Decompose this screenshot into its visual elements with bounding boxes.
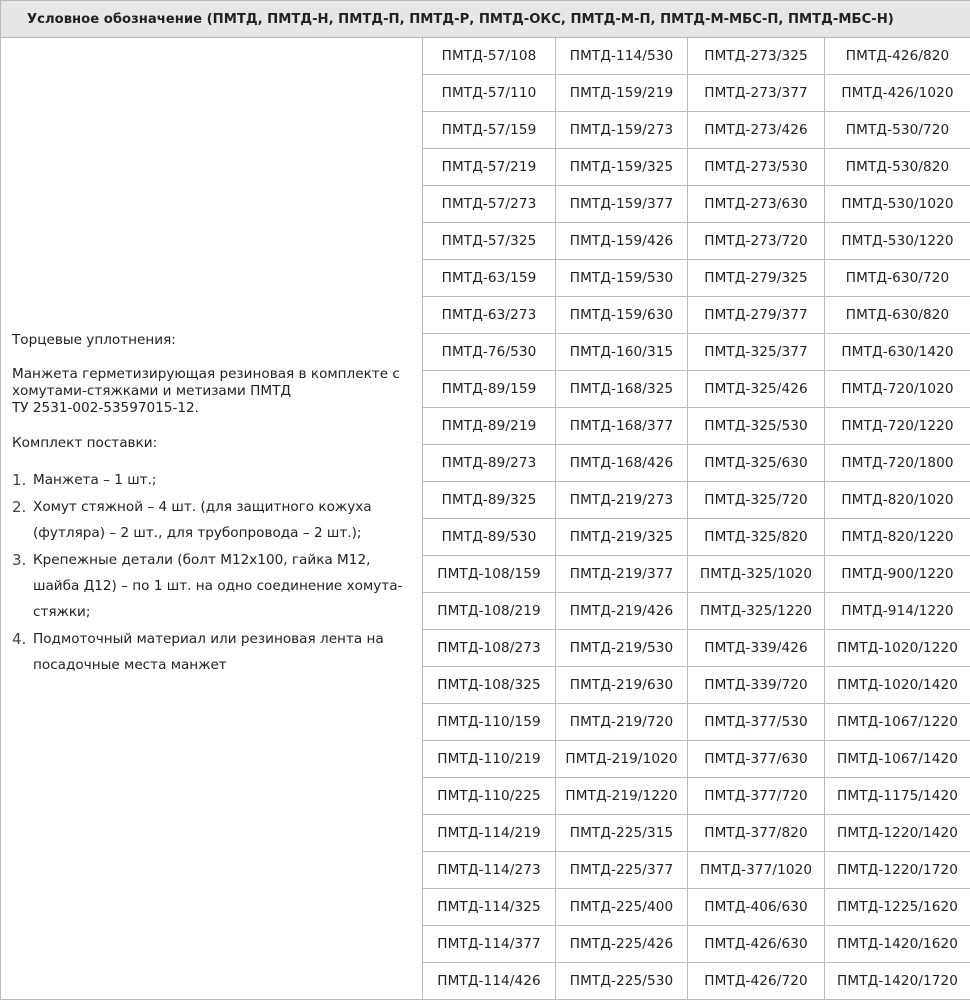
designation-cell: ПМТД-110/225 — [423, 778, 556, 815]
designation-cell: ПМТД-108/325 — [423, 667, 556, 704]
kit-item-number: 2. — [12, 498, 27, 516]
designation-cell: ПМТД-159/273 — [556, 112, 688, 149]
kit-item-text: Манжета – 1 шт.; — [33, 472, 157, 488]
designation-cell: ПМТД-57/273 — [423, 186, 556, 223]
kit-item — [12, 547, 412, 625]
designation-cell: ПМТД-219/1220 — [556, 778, 688, 815]
designation-cell: ПМТД-377/720 — [688, 778, 825, 815]
designation-cell: ПМТД-530/720 — [825, 112, 970, 149]
kit-title: Комплект поставки: — [12, 435, 158, 451]
designation-cell: ПМТД-219/377 — [556, 556, 688, 593]
designation-cell: ПМТД-273/377 — [688, 75, 825, 112]
designation-cell: ПМТД-325/426 — [688, 371, 825, 408]
designation-cell: ПМТД-273/530 — [688, 149, 825, 186]
designation-cell: ПМТД-225/426 — [556, 926, 688, 963]
designation-cell: ПМТД-225/377 — [556, 852, 688, 889]
designation-cell: ПМТД-820/1020 — [825, 482, 970, 519]
designation-cell: ПМТД-1175/1420 — [825, 778, 970, 815]
designation-cell: ПМТД-168/377 — [556, 408, 688, 445]
description-block — [1, 38, 422, 678]
designation-cell: ПМТД-114/426 — [423, 963, 556, 1000]
designation-cell: ПМТД-279/377 — [688, 297, 825, 334]
designation-cell: ПМТД-114/219 — [423, 815, 556, 852]
designation-cell: ПМТД-57/108 — [423, 38, 556, 75]
designation-cell: ПМТД-273/426 — [688, 112, 825, 149]
designation-cell: ПМТД-57/325 — [423, 223, 556, 260]
designation-cell: ПМТД-630/820 — [825, 297, 970, 334]
designation-cell: ПМТД-1225/1620 — [825, 889, 970, 926]
designation-cell: ПМТД-325/1220 — [688, 593, 825, 630]
designation-cell: ПМТД-159/530 — [556, 260, 688, 297]
designation-cell: ПМТД-325/1020 — [688, 556, 825, 593]
designation-cell: ПМТД-219/630 — [556, 667, 688, 704]
kit-item — [12, 494, 412, 546]
designation-cell: ПМТД-820/1220 — [825, 519, 970, 556]
designation-cell: ПМТД-325/820 — [688, 519, 825, 556]
designation-cell: ПМТД-339/426 — [688, 630, 825, 667]
designation-cell: ПМТД-159/219 — [556, 75, 688, 112]
designation-cell: ПМТД-63/159 — [423, 260, 556, 297]
designation-cell: ПМТД-406/630 — [688, 889, 825, 926]
designation-cell: ПМТД-89/159 — [423, 371, 556, 408]
designation-cell: ПМТД-57/219 — [423, 149, 556, 186]
designation-cell: ПМТД-160/315 — [556, 334, 688, 371]
designation-cell: ПМТД-225/400 — [556, 889, 688, 926]
kit-list — [12, 467, 412, 678]
kit-item-text: Крепежные детали (болт М12х100, гайка М12, шайба Д12) – по 1 шт. на одно соединение хомута-стяжки; — [33, 552, 403, 620]
designation-cell: ПМТД-1220/1420 — [825, 815, 970, 852]
designation-cell: ПМТД-530/1220 — [825, 223, 970, 260]
designation-cell: ПМТД-630/720 — [825, 260, 970, 297]
designation-cell: ПМТД-1020/1220 — [825, 630, 970, 667]
kit-item — [12, 467, 412, 493]
header-row — [1, 1, 970, 38]
designation-cell: ПМТД-114/530 — [556, 38, 688, 75]
designation-cell: ПМТД-110/219 — [423, 741, 556, 778]
designation-cell: ПМТД-108/159 — [423, 556, 556, 593]
designation-cell: ПМТД-219/530 — [556, 630, 688, 667]
designation-cell: ПМТД-377/530 — [688, 704, 825, 741]
designation-cell: ПМТД-914/1220 — [825, 593, 970, 630]
designation-cell: ПМТД-89/273 — [423, 445, 556, 482]
description-body — [12, 366, 412, 417]
designation-cell: ПМТД-1420/1620 — [825, 926, 970, 963]
designation-cell: ПМТД-114/325 — [423, 889, 556, 926]
designation-cell: ПМТД-219/426 — [556, 593, 688, 630]
designation-cell: ПМТД-530/820 — [825, 149, 970, 186]
designation-cell: ПМТД-377/1020 — [688, 852, 825, 889]
kit-item-text: Хомут стяжной – 4 шт. (для защитного кожуха (футляра) – 2 шт., для трубопровода – 2 шт.); — [33, 499, 372, 541]
designation-cell: ПМТД-273/720 — [688, 223, 825, 260]
kit-item — [12, 626, 412, 678]
kit-item-text: Подмоточный материал или резиновая лента на посадочные места манжет — [33, 631, 384, 673]
designation-cell: ПМТД-159/325 — [556, 149, 688, 186]
designation-cell: ПМТД-57/110 — [423, 75, 556, 112]
designation-cell: ПМТД-720/1020 — [825, 371, 970, 408]
designation-cell: ПМТД-630/1420 — [825, 334, 970, 371]
designation-cell: ПМТД-76/530 — [423, 334, 556, 371]
designation-cell: ПМТД-108/219 — [423, 593, 556, 630]
description-body-line1: Манжета герметизирующая резиновая в комплекте с хомутами-стяжками и метизами ПМТД — [12, 366, 400, 399]
designation-cell: ПМТД-89/325 — [423, 482, 556, 519]
kit-item-number: 1. — [12, 471, 27, 489]
kit-item-number: 3. — [12, 551, 27, 569]
table-header-title: Условное обозначение (ПМТД, ПМТД-Н, ПМТД-П, ПМТД-Р, ПМТД-ОКС, ПМТД-М-П, ПМТД-М-МБС-П, ПМТД-МБС-Н) — [1, 1, 970, 38]
designation-cell: ПМТД-114/273 — [423, 852, 556, 889]
designation-cell: ПМТД-720/1800 — [825, 445, 970, 482]
designation-cell: ПМТД-426/720 — [688, 963, 825, 1000]
designation-cell: ПМТД-219/273 — [556, 482, 688, 519]
designation-cell: ПМТД-426/630 — [688, 926, 825, 963]
designation-cell: ПМТД-720/1220 — [825, 408, 970, 445]
designation-cell: ПМТД-279/325 — [688, 260, 825, 297]
description-body-line2: ТУ 2531-002-53597015-12. — [12, 400, 199, 416]
designation-cell: ПМТД-110/159 — [423, 704, 556, 741]
designation-cell: ПМТД-325/720 — [688, 482, 825, 519]
designation-cell: ПМТД-108/273 — [423, 630, 556, 667]
designation-cell: ПМТД-377/820 — [688, 815, 825, 852]
designation-cell: ПМТД-339/720 — [688, 667, 825, 704]
designation-cell: ПМТД-377/630 — [688, 741, 825, 778]
designation-cell: ПМТД-219/720 — [556, 704, 688, 741]
designation-cell: ПМТД-426/1020 — [825, 75, 970, 112]
description-title: Торцевые уплотнения: — [12, 332, 176, 348]
designation-cell: ПМТД-900/1220 — [825, 556, 970, 593]
designation-cell: ПМТД-225/530 — [556, 963, 688, 1000]
designation-cell: ПМТД-159/426 — [556, 223, 688, 260]
designation-cell: ПМТД-159/630 — [556, 297, 688, 334]
table-body — [1, 38, 970, 1000]
designation-cell: ПМТД-159/377 — [556, 186, 688, 223]
designation-cell: ПМТД-1020/1420 — [825, 667, 970, 704]
designation-cell: ПМТД-1220/1720 — [825, 852, 970, 889]
designation-cell: ПМТД-57/159 — [423, 112, 556, 149]
designation-cell: ПМТД-89/219 — [423, 408, 556, 445]
designation-cell: ПМТД-219/1020 — [556, 741, 688, 778]
designation-cell: ПМТД-63/273 — [423, 297, 556, 334]
designation-cell: ПМТД-530/1020 — [825, 186, 970, 223]
designation-cell: ПМТД-1067/1220 — [825, 704, 970, 741]
designation-cell: ПМТД-225/315 — [556, 815, 688, 852]
designation-cell: ПМТД-114/377 — [423, 926, 556, 963]
description-cell — [1, 38, 423, 1000]
designation-cell: ПМТД-325/377 — [688, 334, 825, 371]
designation-cell: ПМТД-1067/1420 — [825, 741, 970, 778]
designation-cell: ПМТД-426/820 — [825, 38, 970, 75]
designation-cell: ПМТД-325/530 — [688, 408, 825, 445]
designation-cell: ПМТД-89/530 — [423, 519, 556, 556]
designation-cell: ПМТД-168/325 — [556, 371, 688, 408]
designation-cell: ПМТД-273/325 — [688, 38, 825, 75]
designation-cell: ПМТД-325/630 — [688, 445, 825, 482]
designation-cell: ПМТД-1420/1720 — [825, 963, 970, 1000]
designation-cell: ПМТД-219/325 — [556, 519, 688, 556]
kit-item-number: 4. — [12, 630, 27, 648]
designation-cell: ПМТД-168/426 — [556, 445, 688, 482]
table-row — [1, 38, 970, 75]
designation-cell: ПМТД-273/630 — [688, 186, 825, 223]
